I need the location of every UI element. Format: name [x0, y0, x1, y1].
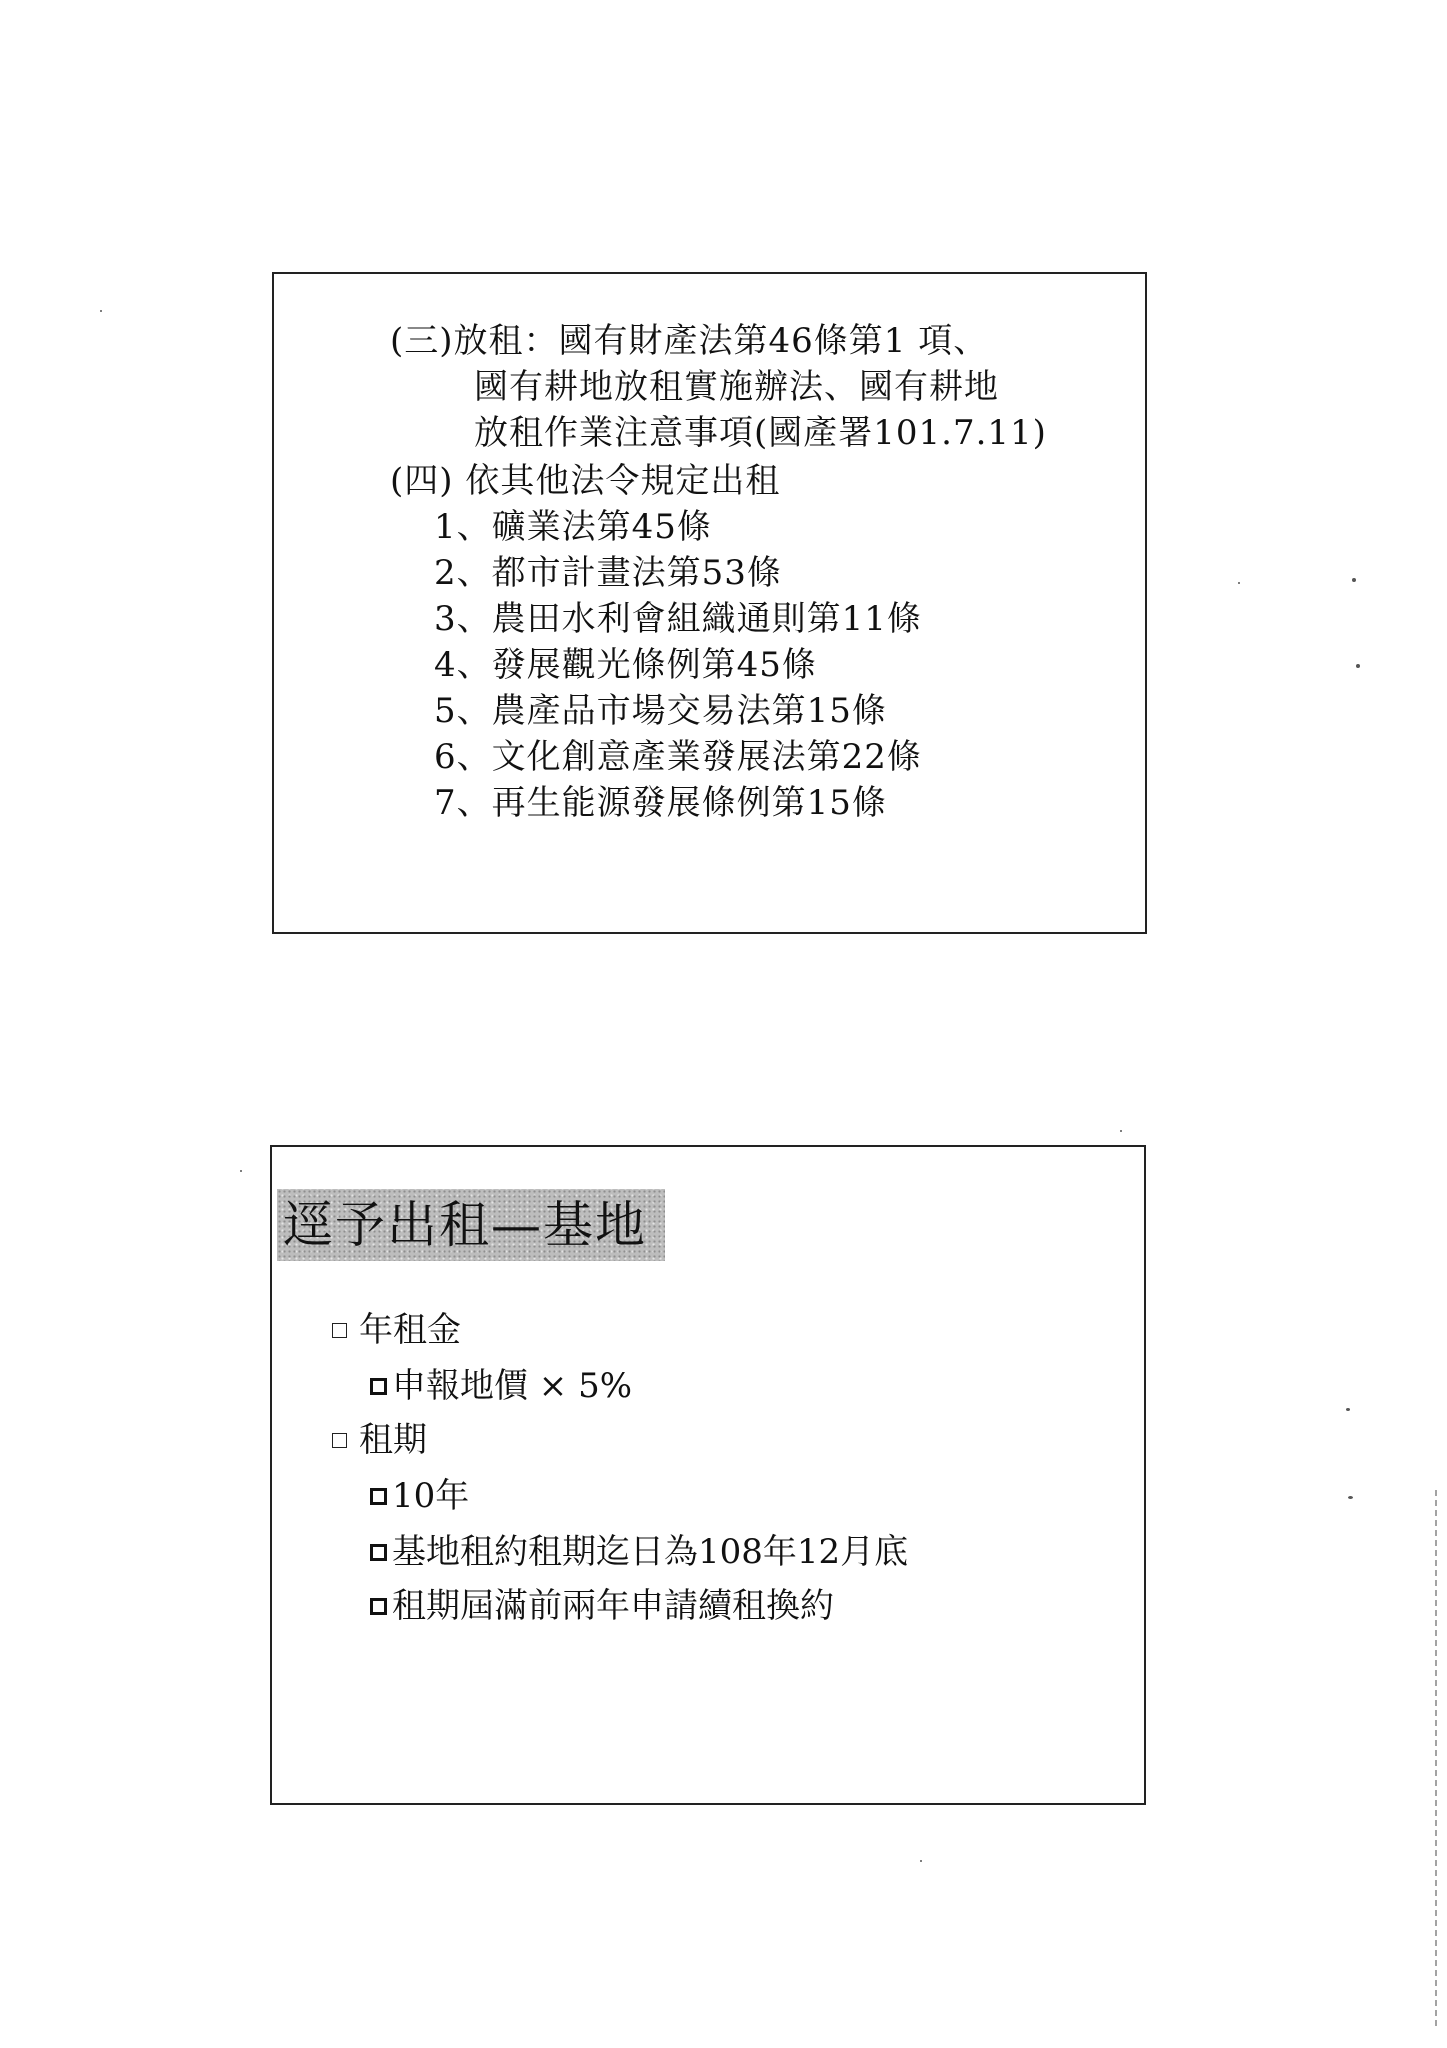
list-item: 3、農田水利會組織通則第11條: [434, 599, 922, 639]
list-item: 6、文化創意產業發展法第22條: [434, 737, 922, 777]
square-bullet-icon: [332, 1323, 347, 1338]
list-item: [370, 1475, 469, 1517]
list-item: [332, 1419, 427, 1461]
text-line: 放租作業注意事項(國產署101.7.11): [474, 413, 1047, 453]
item-label: 租期: [359, 1420, 427, 1460]
scan-speck: [1238, 582, 1240, 584]
scan-speck: [1356, 664, 1360, 668]
list-item: 5、農產品市場交易法第15條: [434, 691, 887, 731]
list-item: [370, 1531, 908, 1573]
square-bullet-icon: [332, 1433, 347, 1448]
scan-speck: [240, 1170, 242, 1172]
list-item: [332, 1309, 461, 1351]
scan-speck: [100, 310, 102, 312]
slide-title: 逕予出租—基地: [277, 1189, 665, 1261]
scan-speck: [1352, 578, 1356, 582]
scan-speck: [920, 1860, 922, 1862]
scan-speck: [1120, 1130, 1122, 1132]
slide-panel-base-lease: [270, 1145, 1146, 1805]
list-item: [370, 1365, 632, 1407]
scan-speck: [1348, 1496, 1353, 1499]
slide-panel-lease-laws: [272, 272, 1147, 934]
text-line: (四) 依其他法令規定出租: [390, 461, 781, 501]
list-item: [370, 1585, 834, 1627]
list-item: 7、再生能源發展條例第15條: [434, 783, 887, 823]
scan-speck: [1346, 1408, 1350, 1411]
text-line: (三)放租：國有財產法第46條第1 項、: [390, 321, 989, 361]
square-bullet-icon: [370, 1544, 387, 1561]
item-label: 申報地價 × 5%: [392, 1366, 633, 1406]
text-line: 國有耕地放租實施辦法、國有耕地: [474, 367, 999, 407]
square-bullet-icon: [370, 1598, 387, 1615]
item-label: 年租金: [359, 1310, 461, 1350]
item-label: 基地租約租期迄日為108年12月底: [392, 1532, 909, 1572]
list-item: 1、礦業法第45條: [434, 507, 712, 547]
list-item: 4、發展觀光條例第45條: [434, 645, 817, 685]
scan-edge-line: [1435, 1490, 1437, 2030]
list-item: 2、都市計畫法第53條: [434, 553, 782, 593]
item-label: 租期屆滿前兩年申請續租換約: [392, 1586, 834, 1626]
square-bullet-icon: [370, 1488, 387, 1505]
item-label: 10年: [392, 1476, 470, 1516]
square-bullet-icon: [370, 1378, 387, 1395]
